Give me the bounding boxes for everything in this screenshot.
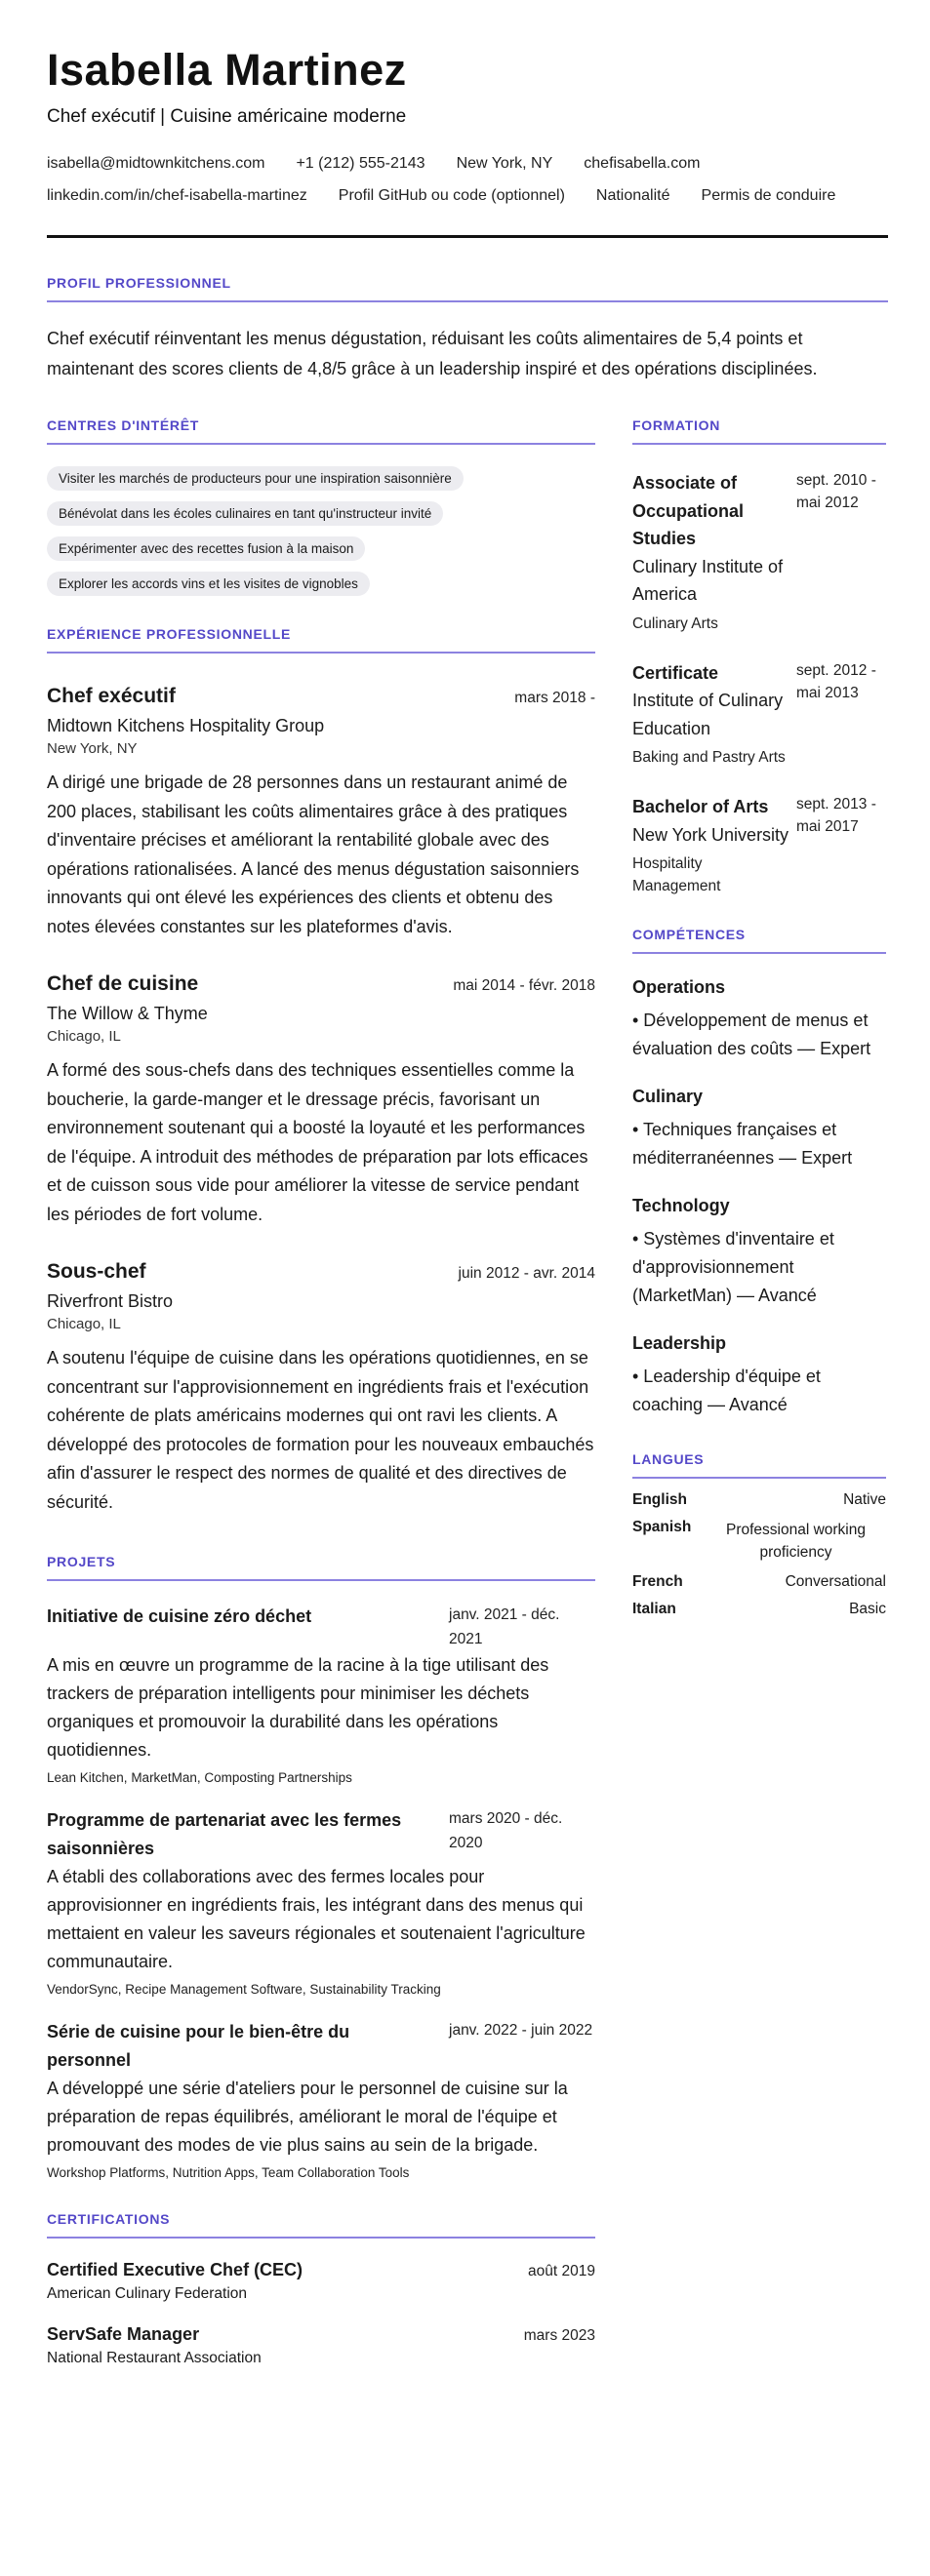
project-entry	[47, 2018, 595, 2180]
skill-category: Leadership	[632, 1333, 727, 1353]
project-description: A développé une série d'ateliers pour le personnel de cuisine sur la préparation de repas équilibrés, améliorant le moral de l'équipe et promouvant des modes de vie plus sains au sein de la brigade.	[47, 2079, 568, 2155]
contact-phone[interactable]: +1 (212) 555-2143	[296, 155, 425, 172]
job-entry	[47, 972, 595, 1229]
language-row	[632, 1519, 886, 1564]
language-level: Professional working proficiency	[725, 1522, 866, 1561]
section-title: EXPÉRIENCE PROFESSIONNELLE	[47, 626, 292, 642]
contact-email[interactable]: isabella@midtownkitchens.com	[47, 155, 265, 172]
section-title: CENTRES D'INTÉRÊT	[47, 417, 200, 433]
projects-section	[47, 1554, 595, 2180]
education-entry	[632, 659, 886, 770]
project-dates: janv. 2021 - déc. 2021	[449, 1606, 560, 1647]
project-header	[47, 1806, 595, 1863]
skill-category: Technology	[632, 1196, 730, 1215]
job-dates: juin 2012 - avr. 2014	[458, 1265, 595, 1282]
education-school: Institute of Culinary Education	[632, 691, 784, 738]
skill-item: • Leadership d'équipe et coaching — Avancé	[632, 1367, 821, 1414]
summary-section	[47, 275, 888, 384]
certifications-section	[47, 2211, 595, 2367]
section-title: FORMATION	[632, 417, 721, 433]
section-divider	[47, 2237, 595, 2239]
certification-name: ServSafe Manager	[47, 2324, 200, 2344]
project-entry	[47, 1603, 595, 1785]
interests-section	[47, 417, 595, 596]
education-details	[632, 793, 793, 897]
certification-date: mars 2023	[523, 2327, 595, 2344]
section-title: LANGUES	[632, 1451, 705, 1467]
contact-location: New York, NY	[456, 155, 553, 172]
section-divider	[47, 652, 595, 654]
certification-name: Certified Executive Chef (CEC)	[47, 2260, 303, 2279]
project-header	[47, 2018, 595, 2075]
two-column-layout	[47, 417, 888, 2367]
language-level: Conversational	[785, 1573, 886, 1590]
education-dates: sept. 2013 - mai 2017	[796, 796, 876, 835]
job-dates: mai 2014 - févr. 2018	[453, 977, 595, 994]
section-title: CERTIFICATIONS	[47, 2211, 171, 2227]
languages-section	[632, 1451, 886, 1618]
skill-category: Culinary	[632, 1087, 704, 1106]
skill-item: • Techniques françaises et méditerranéennes — Expert	[632, 1120, 853, 1168]
certification-issuer: National Restaurant Association	[47, 2350, 262, 2366]
job-company: Midtown Kitchens Hospitality Group	[47, 716, 325, 735]
project-title: Série de cuisine pour le bien-être du personnel	[47, 2022, 350, 2070]
section-title: PROFIL PROFESSIONNEL	[47, 275, 231, 291]
education-entry	[632, 793, 886, 897]
job-company: The Willow & Thyme	[47, 1004, 208, 1023]
job-title: Chef exécutif	[47, 685, 176, 707]
education-school: New York University	[632, 824, 789, 845]
interest-chip: Visiter les marchés de producteurs pour une inspiration saisonnière	[47, 466, 464, 491]
education-school: Culinary Institute of America	[632, 556, 784, 604]
certification-header	[47, 2324, 595, 2345]
project-description: A établi des collaborations avec des fermes locales pour approvisionner en ingrédients frais, les intégrant dans des menus qui mettaient en valeur les saveurs régionales et soutenaient l'agriculture communautaire.	[47, 1867, 586, 1971]
project-entry	[47, 1806, 595, 1997]
section-title: PROJETS	[47, 1554, 116, 1569]
language-row	[632, 1491, 886, 1509]
language-name: English	[632, 1491, 687, 1508]
job-header	[47, 1260, 595, 1284]
skill-item: • Développement de menus et évaluation des coûts — Expert	[632, 1011, 871, 1058]
interest-chip: Explorer les accords vins et les visites de vignobles	[47, 572, 370, 596]
job-header	[47, 972, 595, 996]
education-details	[632, 659, 793, 770]
project-header	[47, 1603, 595, 1651]
contact-linkedin[interactable]: linkedin.com/in/chef-isabella-martinez	[47, 187, 307, 204]
education-degree: Associate of Occupational Studies	[632, 473, 745, 548]
summary-text: Chef exécutif réinventant les menus dégustation, réduisant les coûts alimentaires de 5,4 points et maintenant des scores clients de 4,8/5 grâce à un leadership inspiré et des opérations disciplinées.	[47, 329, 818, 378]
job-location: New York, NY	[47, 740, 138, 757]
right-column	[632, 417, 886, 2367]
skill-category: Operations	[632, 977, 726, 997]
contact-website[interactable]: chefisabella.com	[584, 155, 701, 172]
project-tech: Lean Kitchen, MarketMan, Composting Partnerships	[47, 1770, 352, 1785]
job-description: A formé des sous-chefs dans des techniques essentielles comme la boucherie, la garde-manger et le dressage précis, favorisant un environnement soutenant qui a boosté la loyauté et les performances de l'équipe. A introduit des méthodes de préparation par lots efficaces et de cuisson sous vide pour améliorer la vitesse de service pendant les périodes de fort volume.	[47, 1060, 588, 1224]
job-entry	[47, 1260, 595, 1517]
section-divider	[632, 1477, 886, 1479]
language-row	[632, 1601, 886, 1618]
experience-section	[47, 626, 595, 1517]
resume-content	[47, 35, 888, 2367]
language-row	[632, 1573, 886, 1591]
candidate-name: Isabella Martinez	[47, 45, 407, 95]
project-dates: janv. 2022 - juin 2022	[449, 2022, 593, 2039]
contact-list	[47, 147, 886, 212]
project-description: A mis en œuvre un programme de la racine à la tige utilisant des trackers de préparation intelligents pour minimiser les déchets organiques et promouvoir la durabilité dans les opérations quotidiennes.	[47, 1655, 549, 1760]
contact-license: Permis de conduire	[701, 187, 836, 204]
education-section	[632, 417, 886, 897]
education-dates: sept. 2012 - mai 2013	[796, 661, 876, 701]
job-title: Sous-chef	[47, 1260, 146, 1283]
education-dates: sept. 2010 - mai 2012	[796, 472, 876, 511]
job-company: Riverfront Bistro	[47, 1291, 174, 1311]
headline: Chef exécutif | Cuisine américaine moderne	[47, 106, 407, 127]
job-title: Chef de cuisine	[47, 972, 199, 995]
language-level: Basic	[849, 1601, 886, 1617]
interest-chip: Bénévolat dans les écoles culinaires en tant qu'instructeur invité	[47, 501, 443, 526]
section-divider	[47, 1579, 595, 1581]
language-name: Spanish	[632, 1519, 692, 1535]
job-description: A dirigé une brigade de 28 personnes dans un restaurant animé de 200 places, stabilisant les coûts alimentaires grâce à des pratiques d'inventaire précises et améliorant la rentabilité globale avec des opérations rationalisées. A lancé des menus dégustation saisonniers innovants qui ont élevé les expériences des clients et obtenu des notes élevées constantes sur les plateformes d'avis.	[47, 773, 580, 936]
project-dates: mars 2020 - déc. 2020	[449, 1810, 563, 1851]
project-tech: VendorSync, Recipe Management Software, Sustainability Tracking	[47, 1982, 441, 1997]
education-entry	[632, 469, 886, 635]
contact-nationality: Nationalité	[595, 187, 670, 204]
left-column	[47, 417, 595, 2367]
interest-chip: Expérimenter avec des recettes fusion à la maison	[47, 536, 365, 561]
education-degree: Bachelor of Arts	[632, 797, 769, 816]
project-tech: Workshop Platforms, Nutrition Apps, Team Collaboration Tools	[47, 2165, 410, 2180]
job-entry	[47, 685, 595, 941]
job-location: Chicago, IL	[47, 1316, 121, 1332]
section-divider	[47, 300, 888, 302]
certification-header	[47, 2260, 595, 2280]
language-name: French	[632, 1573, 683, 1590]
resume-header	[47, 35, 888, 238]
education-field: Culinary Arts	[632, 614, 718, 632]
education-details	[632, 469, 793, 635]
language-list	[632, 1491, 886, 1618]
project-title: Initiative de cuisine zéro déchet	[47, 1606, 312, 1626]
section-divider	[47, 443, 595, 445]
education-field: Hospitality Management	[632, 855, 721, 894]
interest-chips	[47, 466, 595, 596]
language-level: Native	[843, 1491, 886, 1508]
project-title: Programme de partenariat avec les fermes saisonnières	[47, 1810, 402, 1858]
certification-date: août 2019	[528, 2263, 595, 2279]
contact-github[interactable]: Profil GitHub ou code (optionnel)	[338, 187, 565, 204]
education-field: Baking and Pastry Arts	[632, 749, 786, 766]
job-location: Chicago, IL	[47, 1028, 121, 1045]
job-dates: mars 2018 -	[514, 690, 595, 706]
skill-item: • Systèmes d'inventaire et d'approvisionnement (MarketMan) — Avancé	[632, 1229, 834, 1305]
certification-issuer: American Culinary Federation	[47, 2285, 248, 2302]
skills-section	[632, 927, 886, 1419]
certification-entry	[47, 2260, 595, 2303]
section-divider	[632, 952, 886, 954]
job-description: A soutenu l'équipe de cuisine dans les opérations quotidiennes, en se concentrant sur l'approvisionnement en ingrédients frais et l'exécution cohérente de plats américains modernes qui ont ravi les clients. A développé des protocoles de formation pour les nouveaux embauchés afin d'assurer le respect des normes de qualité et des directives de sécurité.	[47, 1348, 594, 1512]
section-divider	[632, 443, 886, 445]
education-degree: Certificate	[632, 662, 719, 683]
job-header	[47, 685, 595, 708]
certification-entry	[47, 2324, 595, 2367]
header-divider	[47, 235, 888, 238]
section-title: COMPÉTENCES	[632, 927, 746, 942]
language-name: Italian	[632, 1601, 676, 1617]
